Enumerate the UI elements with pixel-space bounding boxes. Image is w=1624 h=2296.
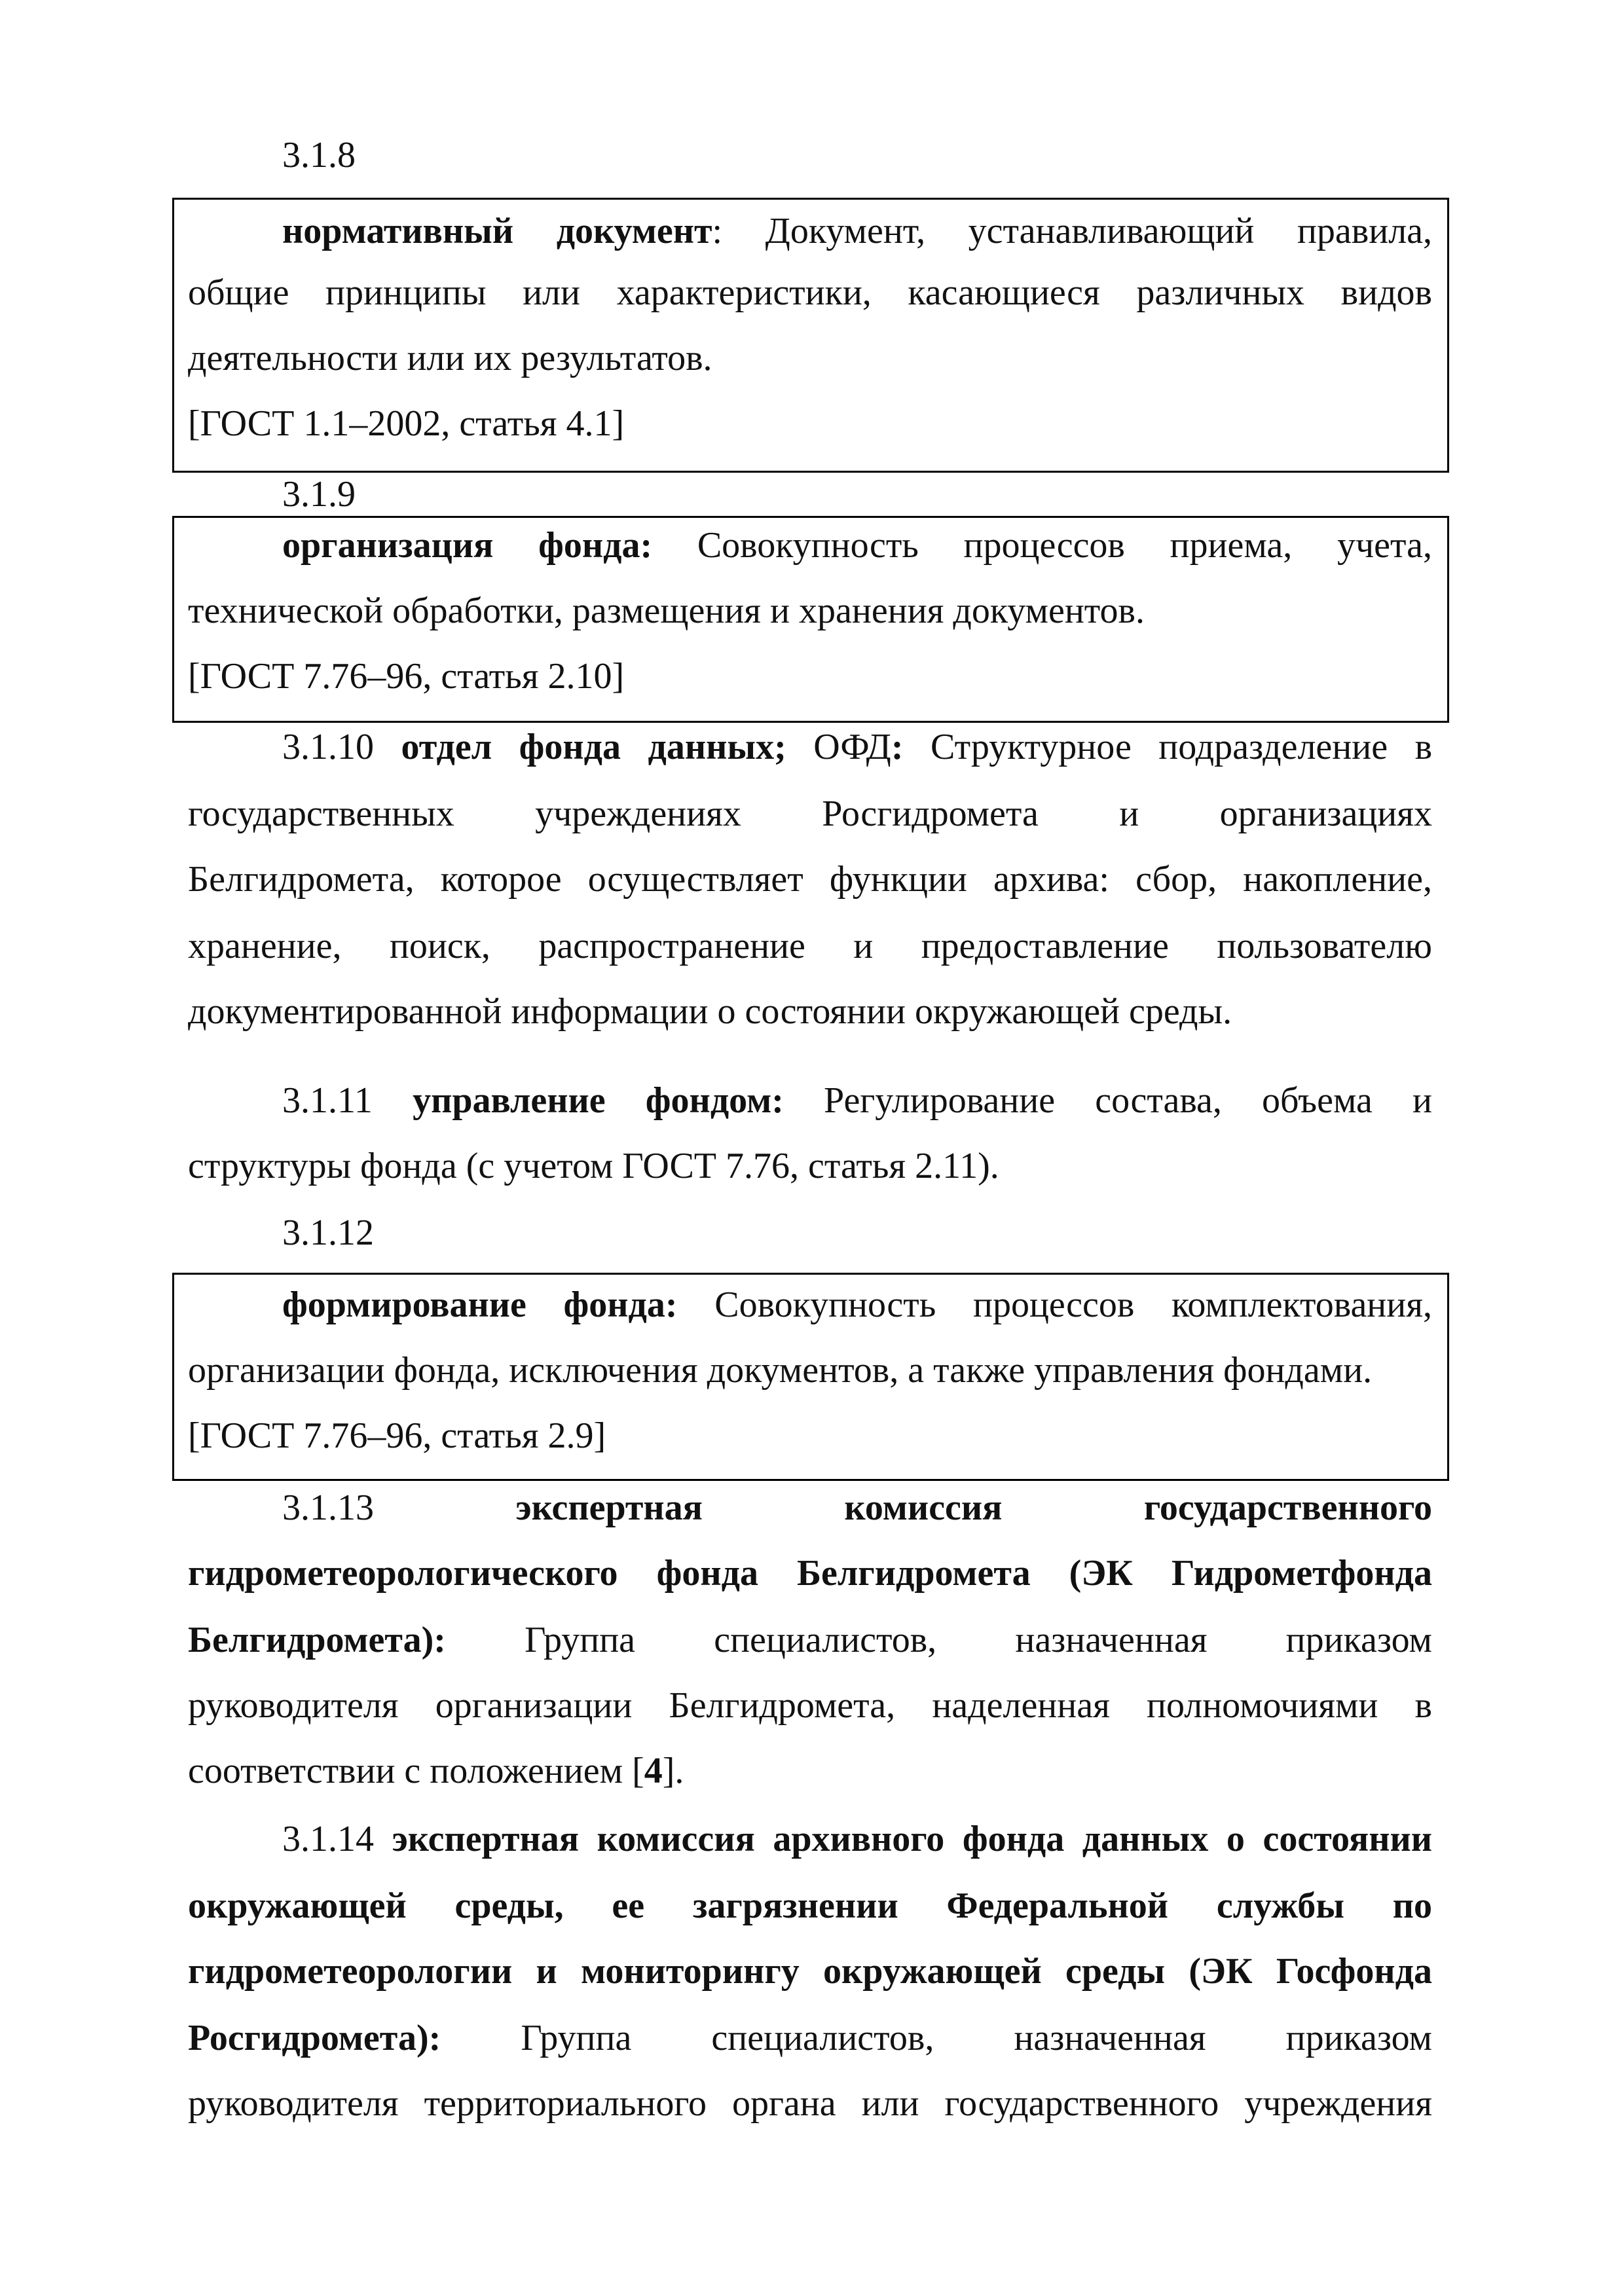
definition-line: деятельности или их результатов. bbox=[188, 338, 712, 378]
section-number: 3.1.8 bbox=[282, 135, 356, 175]
definition-line bbox=[188, 1883, 1432, 1929]
definition-line: технической обработки, размещения и хранения документов. bbox=[188, 591, 1145, 631]
section-number: 3.1.14 bbox=[282, 1819, 392, 1859]
section-number: 3.1.10 bbox=[282, 727, 401, 767]
definition-line bbox=[188, 1948, 1432, 1994]
term: отдел фонда данных; bbox=[401, 727, 786, 767]
definition-line bbox=[282, 1485, 1432, 1531]
term: экспертная комиссия архивного фонда данных о состоянии bbox=[392, 1819, 1432, 1859]
definition-line: государственных учреждениях Росгидромета и организациях bbox=[188, 793, 1432, 834]
term: гидрометеорологии и мониторингу окружающей среды (ЭК Госфонда bbox=[188, 1951, 1432, 1992]
term: Белгидромета): bbox=[188, 1620, 446, 1660]
definition-line: Белгидромета): Группа специалистов, назначенная приказом bbox=[188, 1620, 1432, 1660]
definition-line: Росгидромета): Группа специалистов, назначенная приказом bbox=[188, 2018, 1432, 2058]
citation-number: 4 bbox=[644, 1751, 663, 1791]
definition-line: документированной информации о состоянии окружающей среды. bbox=[188, 991, 1232, 1032]
definition-line: хранение, поиск, распространение и предоставление пользователю bbox=[188, 926, 1432, 966]
section-number: 3.1.13 bbox=[282, 1487, 374, 1528]
term: экспертная комиссия государственного bbox=[515, 1487, 1433, 1528]
term: Росгидромета): bbox=[188, 2018, 441, 2058]
section-number: 3.1.9 bbox=[282, 474, 356, 515]
term: нормативный документ bbox=[282, 211, 712, 251]
definition-line: 3.1.10 отдел фонда данных; ОФД: Структурное подразделение в bbox=[282, 727, 1433, 767]
term: окружающей среды, ее загрязнении Федеральной службы по bbox=[188, 1886, 1432, 1926]
term: гидрометеорологического фонда Белгидромета (ЭК Гидрометфонда bbox=[188, 1553, 1432, 1594]
reference: [ГОСТ 7.76–96, статья 2.9] bbox=[188, 1415, 606, 1456]
definition-line: нормативный документ: Документ, устанавливающий правила, bbox=[282, 211, 1432, 251]
definition-line: руководителя организации Белгидромета, наделенная полномочиями в bbox=[188, 1685, 1432, 1726]
definition-line bbox=[282, 1816, 1432, 1862]
definition-line: руководителя территориального органа или государственного учреждения bbox=[188, 2083, 1432, 2124]
section-number: 3.1.11 bbox=[282, 1080, 413, 1121]
definition-line: организации фонда, исключения документов, а также управления фондами. bbox=[188, 1350, 1373, 1391]
reference: [ГОСТ 7.76–96, статья 2.10] bbox=[188, 656, 625, 697]
definition-line: общие принципы или характеристики, касающиеся различных видов bbox=[188, 272, 1432, 313]
term: организация фонда: bbox=[282, 525, 653, 566]
term: управление фондом: bbox=[413, 1080, 784, 1121]
definition-line: формирование фонда: Совокупность процессов комплектования, bbox=[282, 1285, 1432, 1325]
definition-line: 3.1.11 управление фондом: Регулирование состава, объема и bbox=[282, 1080, 1432, 1121]
definition-line: соответствии с положением [4]. bbox=[188, 1751, 684, 1791]
section-number: 3.1.12 bbox=[282, 1212, 374, 1253]
definition-line: Белгидромета, которое осуществляет функции архива: сбор, накопление, bbox=[188, 859, 1432, 900]
term: формирование фонда: bbox=[282, 1285, 678, 1325]
definition-line: структуры фонда (с учетом ГОСТ 7.76, статья 2.11). bbox=[188, 1146, 999, 1186]
definition-line: организация фонда: Совокупность процессов приема, учета, bbox=[282, 525, 1432, 566]
definition-line bbox=[188, 1550, 1432, 1596]
reference: [ГОСТ 1.1–2002, статья 4.1] bbox=[188, 403, 625, 444]
